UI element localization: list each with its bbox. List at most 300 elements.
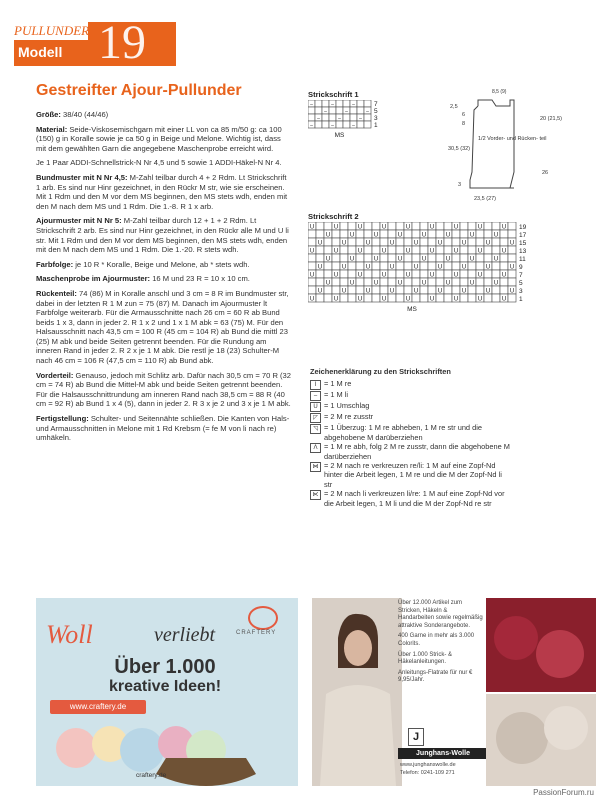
chart-cell	[308, 262, 316, 270]
chart-symbol: U	[405, 248, 411, 255]
chart-cell	[364, 294, 372, 302]
legend-item: I = 1 M re	[310, 379, 510, 390]
yarn-basket-image	[36, 718, 298, 786]
chart-cell	[444, 222, 452, 230]
chart-cell	[476, 262, 484, 270]
chart-cell	[412, 270, 420, 278]
chart-cell	[388, 254, 396, 262]
paragraph-list	[36, 125, 292, 443]
ad-headline-2: kreative Ideen!	[108, 678, 222, 695]
ad-brand-craftery: CRAFTERY	[236, 630, 277, 636]
chart-cell	[380, 286, 388, 294]
chart-cell	[329, 107, 336, 114]
chart-cell	[484, 294, 492, 302]
chart-cell	[364, 100, 371, 107]
paragraph: Rückenteil: 74 (86) M in Koralle anschl und 3 cm = 8 R im Bundmuster str, dabei in der letzten R 1 M zun = 75 (87) M. Danach im Ajourmuster lt Farbfolge weiterarb. Für die Armausschnitte nach 26 cm = 60 R ab Bund beids 1 x 3, dann in jeder 2. R 1 x 2 und 1 x 1 M abk = 63 (75) M. Für den Halsausschnitt nach 43,5 cm = 100 R (45 cm = 104 R) ab Bund die mittl 23 (25) M abk und beide Seiten getrennt beenden. Für die Rundung am inneren Rand in jeder 2. R 2 x je 1 M abk. Die restl je 18 (23) Schulter-M nach 46 cm = 106 R (47,5 cm = 110 R) ab Bund abk.	[36, 288, 289, 366]
ad-bullets	[398, 600, 484, 688]
ad-bullet: Anleitungs-Flatrate für nur € 9,95/Jahr.	[398, 669, 473, 684]
paragraph: Ajourmuster mit N Nr 5: M-Zahl teilbar durch 12 + 1 + 2 Rdm. Lt Strickschrift 2 arb. Es sind nur Hinr gezeichnet, in den Rückr alle M und U li str. Mit 1 Rdm und den M vor dem MS beginnen, den MS stets wdh, enden mit den M nach dem MS und 1 Rdm. Die 1.-20. R stets wdh.	[36, 216, 289, 255]
chart-cell	[340, 246, 348, 254]
chart-symbol: U	[341, 240, 347, 247]
chart-symbol: U	[381, 272, 387, 279]
ad-headline-1: Über 1.000	[114, 656, 216, 678]
legend	[310, 367, 510, 508]
chart-cell	[308, 114, 315, 121]
chart-symbol: U	[381, 224, 387, 231]
chart-symbol: –	[310, 122, 313, 129]
chart-symbol: –	[324, 108, 327, 115]
chart-symbol: U	[309, 248, 315, 255]
chart-cell	[412, 230, 420, 238]
chart-cell	[316, 222, 324, 230]
chart-cell	[404, 278, 412, 286]
dim-bl: 3	[458, 182, 462, 188]
chart-symbol: U	[477, 296, 483, 303]
legend-symbol-icon: I	[310, 380, 321, 390]
chart-cell	[484, 222, 492, 230]
chart-cell	[308, 230, 316, 238]
chart-cell	[324, 270, 332, 278]
chart-cell	[436, 270, 444, 278]
chart-symbol: U	[365, 240, 371, 247]
chart-cell	[348, 222, 356, 230]
chart-cell	[308, 107, 315, 114]
chart-cell	[316, 278, 324, 286]
chart-cell	[484, 230, 492, 238]
chart-cell	[356, 286, 364, 294]
chart-row-label: 3	[519, 288, 523, 295]
ad-junghans-phone: Telefon: 0241-109 271	[400, 770, 455, 776]
chart-cell	[372, 262, 380, 270]
chart-cell	[420, 222, 428, 230]
ad-bullet: 400 Garne in mehr als 3.000 Colorits.	[398, 633, 475, 647]
chart-cell	[468, 238, 476, 246]
chart-cell	[356, 262, 364, 270]
chart-symbol: U	[509, 240, 515, 247]
chart-cell	[460, 294, 468, 302]
chart-cell	[452, 286, 460, 294]
chart-symbol: U	[333, 296, 339, 303]
chart-cell	[468, 294, 476, 302]
chart-cell	[316, 246, 324, 254]
chart-cell	[324, 262, 332, 270]
chart-cell	[500, 278, 508, 286]
chart-cell	[492, 246, 500, 254]
dim-left2: 6	[462, 112, 466, 118]
paragraph: Material: Seide-Viskosemischgarn mit einer LL von ca 85 m/50 g: ca 100 (150) g in Koralle sowie je ca 50 g in Beige und Melone. Wichtig ist, dass mit dem gewählten Garn die angegebene Maschenprobe erreicht wird.	[36, 124, 282, 153]
paragraph: Fertigstellung: Schulter- und Seitennähte schließen. Die Kanten von Hals- und Armausschnitten in Melone mit 1 Rd Krebsm (= fe M von li nach re) umhäkeln.	[36, 414, 290, 443]
ad-wollverliebt[interactable]	[36, 598, 298, 786]
chart-cell	[396, 262, 404, 270]
chart-symbol: U	[325, 232, 331, 239]
chart1-title: Strickschrift 1	[308, 90, 359, 99]
chart-cell	[428, 254, 436, 262]
chart-cell	[412, 246, 420, 254]
chart-symbol: U	[397, 232, 403, 239]
chart-symbol: U	[309, 224, 315, 231]
paragraph: Je 1 Paar ADDI-Schnellstrick-N Nr 4,5 und 5 sowie 1 ADDI-Häkel-N Nr 4.	[36, 158, 282, 168]
chart-symbol: U	[373, 232, 379, 239]
chart-cell	[468, 262, 476, 270]
chart-symbol: U	[477, 272, 483, 279]
chart-symbol: U	[485, 264, 491, 271]
chart-cell	[388, 294, 396, 302]
chart-symbol: –	[345, 108, 348, 115]
chart-symbol: U	[453, 248, 459, 255]
chart-cell	[428, 278, 436, 286]
chart-cell	[428, 286, 436, 294]
chart-row-label: 1	[374, 122, 378, 129]
chart-cell	[468, 246, 476, 254]
chart-cell	[364, 222, 372, 230]
chart-cell	[372, 270, 380, 278]
ad-brand-junghans: Junghans-Wolle	[398, 748, 488, 759]
chart-symbol: –	[338, 115, 341, 122]
chart-cell	[324, 222, 332, 230]
chart2-title: Strickschrift 2	[308, 212, 359, 221]
chart-symbol: U	[429, 248, 435, 255]
chart-cell	[404, 254, 412, 262]
chart-row-label: 13	[519, 248, 527, 255]
chart-symbol: U	[493, 256, 499, 263]
chart-row-label: 11	[519, 256, 526, 263]
chart-symbol: U	[397, 280, 403, 287]
chart-symbol: U	[461, 264, 467, 271]
chart-cell	[444, 270, 452, 278]
chart-cell	[324, 246, 332, 254]
chart-cell	[329, 114, 336, 121]
chart-symbol: U	[453, 272, 459, 279]
chart-cell	[348, 286, 356, 294]
chart-symbol: U	[349, 280, 355, 287]
legend-item: – = 1 M li	[310, 390, 510, 401]
chart-cell	[388, 222, 396, 230]
chart-cell	[508, 278, 516, 286]
chart-cell	[404, 238, 412, 246]
chart-symbol: U	[413, 288, 419, 295]
ad-junghans-url[interactable]: www.junghanswolle.de	[400, 762, 456, 768]
chart-symbol: U	[501, 296, 507, 303]
chart-cell	[396, 294, 404, 302]
paragraph: Vorderteil: Genauso, jedoch mit Schlitz arb. Dafür nach 30,5 cm = 70 R (32 cm = 74 R) ab Bund die Mittel-M abk und beide Seiten getrennt beenden. Für die Halsausschnittrundung am inneren Rand nach 38,5 cm = 88 R (40 cm = 92 R) ab Bund 1 x 4 (5), dann in jeder 2. R 3 x je 2 und 3 x je 1 M abk.	[36, 370, 292, 409]
chart-cell	[500, 238, 508, 246]
chart-cell	[452, 278, 460, 286]
chart-cell	[436, 230, 444, 238]
chart-cell	[436, 222, 444, 230]
chart-cell	[460, 278, 468, 286]
chart-symbol: U	[421, 256, 427, 263]
chart-symbol: U	[389, 264, 395, 271]
chart-symbol: U	[349, 232, 355, 239]
chart-cell	[364, 246, 372, 254]
chart-symbol: U	[341, 288, 347, 295]
section-label: PULLUNDER	[14, 23, 90, 38]
ad-url-button[interactable]: www.craftery.de	[50, 700, 146, 714]
chart-cell	[460, 230, 468, 238]
chart-cell	[468, 286, 476, 294]
schematic-label: 1/2 Vorder- und Rücken- teil	[478, 136, 547, 142]
chart-symbol: U	[373, 280, 379, 287]
chart-cell	[500, 230, 508, 238]
chart-cell	[508, 230, 516, 238]
chart-cell	[412, 254, 420, 262]
chart-cell	[468, 222, 476, 230]
chart-symbol: U	[389, 240, 395, 247]
chart-cell	[340, 230, 348, 238]
chart-row-label: 7	[519, 272, 523, 279]
chart-cell	[364, 121, 371, 128]
model-photo	[312, 598, 402, 786]
chart-cell	[396, 222, 404, 230]
chart-cell	[396, 246, 404, 254]
chart-cell	[356, 254, 364, 262]
chart-symbol: U	[493, 232, 499, 239]
legend-item: ⋈ = 2 M nach re verkreuzen re/li: 1 M auf eine Zopf-Nd hinter die Arbeit legen, 1 M re und die M der Zopf-Nd li str	[310, 461, 510, 489]
legend-symbol-icon: Λ	[310, 443, 321, 453]
chart-cell	[343, 121, 350, 128]
chart-cell	[412, 278, 420, 286]
chart-cell	[332, 238, 340, 246]
chart-cell	[508, 254, 516, 262]
chart-repeat-label: MS	[334, 132, 345, 139]
size-line: Größe: 38/40 (44/46)	[36, 110, 109, 119]
chart-cell	[308, 278, 316, 286]
chart-cell	[452, 230, 460, 238]
chart-cell	[348, 246, 356, 254]
chart-cell	[492, 270, 500, 278]
chart-cell	[452, 254, 460, 262]
legend-symbol-icon: ◸	[310, 413, 321, 423]
chart-symbol: U	[485, 240, 491, 247]
model-number: 19	[98, 16, 146, 69]
chart-symbol: U	[421, 232, 427, 239]
dim-left1: 2,5	[450, 104, 458, 110]
chart-cell	[364, 278, 372, 286]
chart-symbol: –	[366, 108, 369, 115]
chart-cell	[420, 246, 428, 254]
model-label: Modell	[18, 44, 63, 60]
chart-cell	[476, 286, 484, 294]
chart-symbol: U	[461, 288, 467, 295]
chart-symbol: U	[405, 224, 411, 231]
chart-cell	[420, 286, 428, 294]
yarn-photo-collage	[486, 598, 596, 786]
chart-symbol: –	[331, 101, 334, 108]
chart-cell	[316, 270, 324, 278]
chart-symbol: U	[445, 280, 451, 287]
chart-cell	[308, 254, 316, 262]
dim-mid: 30,5 (32)	[448, 146, 471, 152]
chart-cell	[436, 294, 444, 302]
chart-cell	[356, 230, 364, 238]
chart-cell	[420, 294, 428, 302]
chart-cell	[460, 222, 468, 230]
chart-symbol: U	[397, 256, 403, 263]
legend-symbol-icon: ⋈	[310, 462, 321, 472]
chart-cell	[364, 270, 372, 278]
chart-symbol: U	[317, 264, 323, 271]
chart-cell	[508, 270, 516, 278]
chart-cell	[340, 254, 348, 262]
chart-symbol: –	[352, 122, 355, 129]
chart-cell	[460, 270, 468, 278]
chart-row-label: 7	[374, 101, 378, 108]
chart-cell	[332, 230, 340, 238]
chart-cell	[357, 121, 364, 128]
chart-row-label: 9	[519, 264, 523, 271]
chart-symbol: U	[477, 224, 483, 231]
chart-symbol: U	[461, 240, 467, 247]
heart-icon	[248, 606, 278, 630]
chart-row-label: 5	[374, 108, 378, 115]
chart-cell	[444, 246, 452, 254]
chart-cell	[380, 230, 388, 238]
chart-symbol: U	[429, 224, 435, 231]
chart-cell	[428, 238, 436, 246]
chart-cell	[500, 262, 508, 270]
chart-symbol: U	[445, 232, 451, 239]
chart-symbol: U	[309, 296, 315, 303]
chart-cell	[500, 254, 508, 262]
legend-symbol-icon: –	[310, 391, 321, 401]
chart-cell	[500, 286, 508, 294]
chart-cell	[508, 246, 516, 254]
dim-bottom: 23,5 (27)	[474, 196, 497, 202]
chart-cell	[396, 286, 404, 294]
chart1-grid	[308, 100, 388, 152]
chart2-grid	[308, 222, 548, 322]
ad-bullet: Über 1.000 Strick- & Häkelanleitungen.	[398, 651, 453, 666]
chart-symbol: U	[349, 256, 355, 263]
chart-cell	[364, 230, 372, 238]
chart-cell	[348, 238, 356, 246]
legend-symbol-icon: ⋉	[310, 490, 321, 500]
chart-cell	[315, 107, 322, 114]
chart-cell	[322, 114, 329, 121]
chart-cell	[343, 100, 350, 107]
chart-cell	[388, 278, 396, 286]
paragraph: Farbfolge: je 10 R * Koralle, Beige und Melone, ab * stets wdh.	[36, 259, 250, 269]
chart-symbol: U	[421, 280, 427, 287]
chart-symbol: U	[429, 296, 435, 303]
ad-junghans[interactable]	[312, 598, 596, 786]
chart-cell	[508, 294, 516, 302]
chart-symbol: U	[413, 264, 419, 271]
chart-symbol: –	[317, 115, 320, 122]
chart-symbol: U	[413, 240, 419, 247]
chart-cell	[492, 286, 500, 294]
chart-cell	[308, 238, 316, 246]
chart-cell	[460, 246, 468, 254]
chart-cell	[372, 246, 380, 254]
chart-cell	[388, 246, 396, 254]
chart-cell	[420, 238, 428, 246]
chart-cell	[316, 254, 324, 262]
chart-cell	[336, 107, 343, 114]
chart-cell	[315, 121, 322, 128]
chart-symbol: U	[341, 264, 347, 271]
junghans-logo-icon: J	[408, 728, 424, 746]
chart-cell	[492, 262, 500, 270]
chart-cell	[356, 238, 364, 246]
chart-cell	[484, 254, 492, 262]
chart-cell	[460, 254, 468, 262]
chart-symbol: U	[357, 248, 363, 255]
chart-cell	[380, 254, 388, 262]
chart-cell	[340, 278, 348, 286]
chart-symbol: –	[331, 122, 334, 129]
chart-cell	[372, 222, 380, 230]
dim-right2: 26	[542, 170, 549, 176]
chart-cell	[322, 121, 329, 128]
dim-top: 8,5 (9)	[492, 89, 507, 95]
chart-symbol: U	[325, 256, 331, 263]
chart-cell	[476, 254, 484, 262]
ad-bullet: Über 12.000 Artikel zum Stricken, Häkeln & Handarbeiten sowie regelmäßig attraktive Sonderangebote.	[398, 600, 483, 629]
chart-symbol: U	[493, 280, 499, 287]
chart-symbol: U	[405, 296, 411, 303]
chart-cell	[357, 100, 364, 107]
chart-symbol: U	[453, 296, 459, 303]
chart-symbol: U	[477, 248, 483, 255]
chart-symbol: U	[389, 288, 395, 295]
chart-cell	[452, 238, 460, 246]
dim-right1: 20 (21,5)	[540, 116, 563, 122]
chart-cell	[340, 222, 348, 230]
chart-cell	[404, 262, 412, 270]
chart-cell	[340, 294, 348, 302]
chart-cell	[324, 294, 332, 302]
chart-symbol: U	[365, 264, 371, 271]
chart-cell	[476, 230, 484, 238]
chart-row-label: 17	[519, 232, 527, 239]
chart-cell	[476, 278, 484, 286]
chart-symbol: U	[437, 240, 443, 247]
page-title: Gestreifter Ajour-Pullunder	[36, 82, 242, 99]
chart-symbol: U	[429, 272, 435, 279]
dim-left3: 8	[462, 121, 466, 127]
paragraph: Maschenprobe im Ajourmuster: 16 M und 23 R = 10 x 10 cm.	[36, 274, 250, 284]
chart-cell	[428, 262, 436, 270]
legend-item: ◸ = 2 M re zusstr	[310, 412, 510, 423]
legend-title: Zeichenerklärung zu den Strickschriften	[310, 367, 451, 376]
chart-symbol: U	[501, 224, 507, 231]
chart-symbol: U	[365, 288, 371, 295]
chart-cell	[492, 238, 500, 246]
chart-symbol: U	[469, 256, 475, 263]
chart-cell	[315, 100, 322, 107]
chart-cell	[343, 114, 350, 121]
chart-cell	[484, 246, 492, 254]
chart-cell	[444, 286, 452, 294]
chart-cell	[324, 286, 332, 294]
chart-symbol: U	[469, 232, 475, 239]
chart-cell	[332, 262, 340, 270]
chart-symbol: U	[309, 272, 315, 279]
chart-cell	[372, 238, 380, 246]
chart-symbol: U	[469, 280, 475, 287]
chart-row-label: 1	[519, 296, 523, 303]
chart-symbol: U	[445, 256, 451, 263]
chart-cell	[412, 294, 420, 302]
chart-cell	[322, 100, 329, 107]
legend-item: Λ = 1 M re abh, folg 2 M re zusstr, dann die abgehobene M darüberziehen	[310, 442, 510, 461]
chart-cell	[444, 238, 452, 246]
chart-cell	[412, 222, 420, 230]
chart-symbol: U	[509, 264, 515, 271]
chart-symbol: U	[357, 224, 363, 231]
chart-row-label: 19	[519, 224, 527, 231]
